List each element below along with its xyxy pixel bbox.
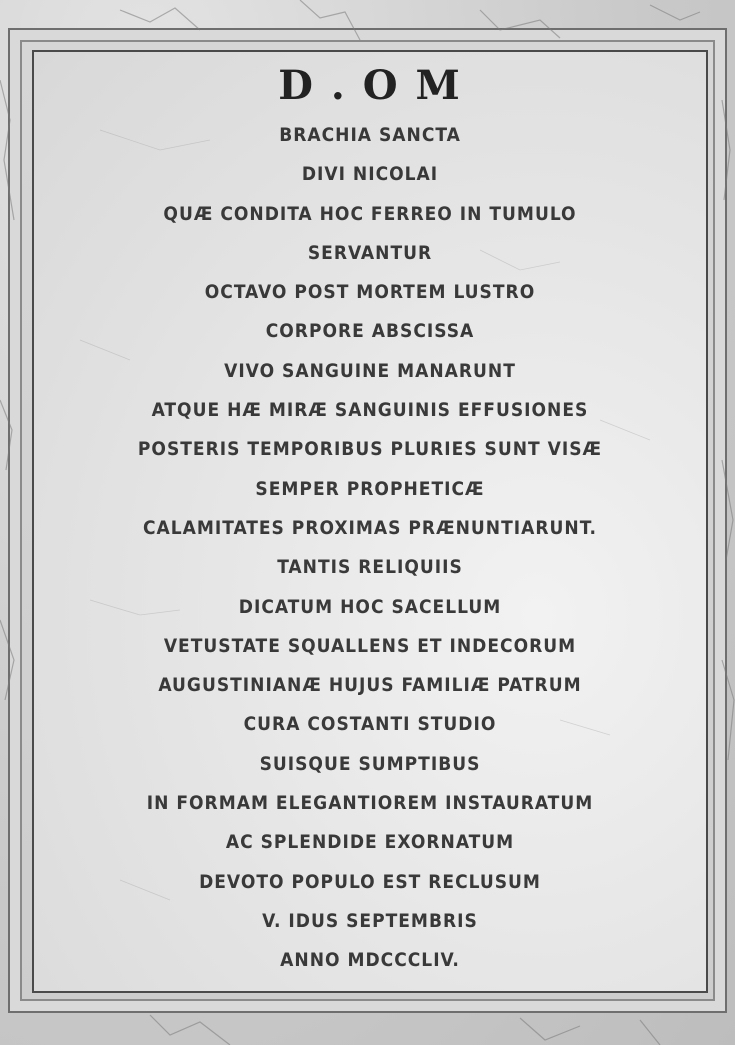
inscription-line: CURA COSTANTI STUDIO: [243, 713, 497, 736]
inscription-heading: D . O M: [278, 62, 462, 109]
inscription-line: CALAMITATES PROXIMAS PRÆNUNTIARUNT.: [143, 516, 597, 539]
inscription-line: CORPORE ABSCISSA: [265, 320, 475, 343]
inscription: [32, 50, 708, 981]
inscription-line: DEVOTO POPULO EST RECLUSUM: [199, 870, 541, 893]
inscription-line: VIVO SANGUINE MANARUNT: [224, 359, 516, 382]
inscription-line: OCTAVO POST MORTEM LUSTRO: [204, 281, 536, 304]
inscription-line: SERVANTUR: [307, 241, 433, 264]
inscription-line: SEMPER PROPHETICÆ: [255, 477, 485, 500]
inscription-line: QUÆ CONDITA HOC FERREO IN TUMULO: [163, 202, 577, 225]
inscription-line: POSTERIS TEMPORIBUS PLURIES SUNT VISÆ: [137, 438, 603, 461]
inscription-line: AUGUSTINIANÆ HUJUS FAMILIÆ PATRUM: [158, 674, 582, 697]
inscription-line: DICATUM HOC SACELLUM: [238, 595, 502, 618]
inscription-line: ATQUE HÆ MIRÆ SANGUINIS EFFUSIONES: [151, 399, 589, 422]
inscription-line: DIVI NICOLAI: [301, 163, 439, 186]
inscription-line: V. IDUS SEPTEMBRIS: [262, 909, 478, 932]
inscription-line: AC SPLENDIDE EXORNATUM: [225, 831, 515, 854]
inscription-line: TANTIS RELIQUIIS: [277, 556, 463, 579]
inscription-line: SUISQUE SUMPTIBUS: [259, 752, 481, 775]
inscription-line: BRACHIA SANCTA: [279, 124, 461, 146]
inscription-line: VETUSTATE SQUALLENS ET INDECORUM: [163, 634, 577, 657]
inscription-line: ANNO MDCCCLIV.: [280, 949, 460, 972]
inscription-line: IN FORMAM ELEGANTIOREM INSTAURATUM: [146, 792, 594, 815]
